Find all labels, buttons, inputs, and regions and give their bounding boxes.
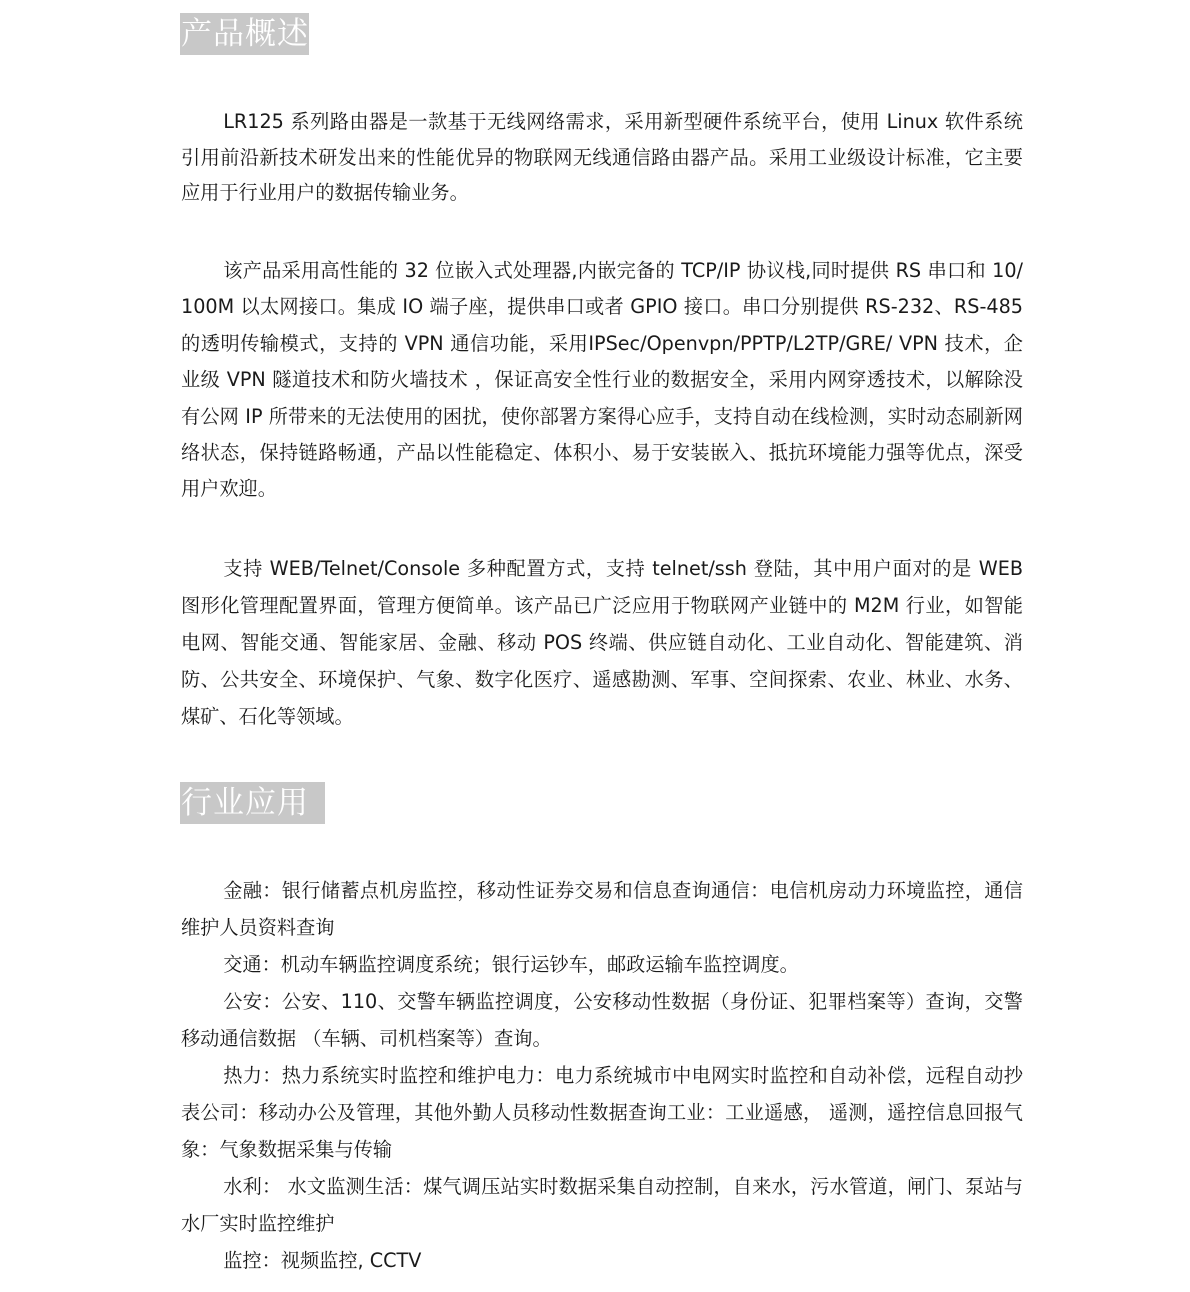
overview-paragraph-intro: LR125 系列路由器是一款基于无线网络需求，采用新型硬件系统平台，使用 Linux 软件系统引用前沿新技术研发出来的性能优异的物联网无线通信路由器产品。采用工业级设计标准，它主要应用于行业用户的数据传输业务。 [181,110,1023,204]
application-item-water: 水利： 水文监测生活：煤气调压站实时数据采集自动控制，自来水，污水管道，闸门、泵站与水厂实时监控维护 [181,1175,1023,1235]
overview-paragraph-features: 该产品采用高性能的 32 位嵌入式处理器,内嵌完备的 TCP/IP 协议栈,同时提供 RS 串口和 10/100M 以太网接口。集成 IO 端子座，提供串口或者 GPIO 接口。串口分别提供 RS-232、RS-485 的透明传输模式，支持的 VPN 通信功能，采用IPSec/Openvpn/PPTP/L2TP/GRE/ VPN 技术，企业级 VPN 隧道技术和防火墙技术 ，保证高安全性行业的数据安全，采用内网穿透技术，以解除没有公网 IP 所带来的无法使用的困扰，使你部署方案得心应手，支持自动在线检测，实时动态刷新网络状态，保持链路畅通，产品以性能稳定、体积小、易于安装嵌入、抵抗环境能力强等优点，深受用户欢迎。 [181,259,1023,501]
application-item-heating: 热力：热力系统实时监控和维护电力：电力系统城市中电网实时监控和自动补偿，远程自动抄表公司：移动办公及管理，其他外勤人员移动性数据查询工业：工业遥感， 遥测，遥控信息回报气象：气象数据采集与传输 [181,1064,1023,1161]
section-heading-overview: 产品概述 [180,13,309,55]
overview-paragraph-config: 支持 WEB/Telnet/Console 多种配置方式，支持 telnet/ssh 登陆，其中用户面对的是 WEB 图形化管理配置界面，管理方便简单。该产品已广泛应用于物联网产业链中的 M2M 行业，如智能电网、智能交通、智能家居、金融、移动 POS 终端、供应链自动化、工业自动化、智能建筑、消防、公共安全、环境保护、气象、数字化医疗、遥感勘测、军事、空间探索、农业、林业、水务、煤矿、石化等领域。 [181,557,1023,728]
application-item-finance: 金融：银行储蓄点机房监控，移动性证券交易和信息查询通信：电信机房动力环境监控，通信维护人员资料查询 [181,879,1023,939]
section-heading-applications: 行业应用 [180,782,325,824]
application-item-police: 公安：公安、110、交警车辆监控调度，公安移动性数据（身份证、犯罪档案等）查询，交警移动通信数据 （车辆、司机档案等）查询。 [181,990,1023,1050]
application-item-surveillance: 监控：视频监控, CCTV [223,1249,422,1272]
application-item-transport: 交通：机动车辆监控调度系统；银行运钞车，邮政运输车监控调度。 [223,953,799,976]
application-list [181,872,1023,1279]
